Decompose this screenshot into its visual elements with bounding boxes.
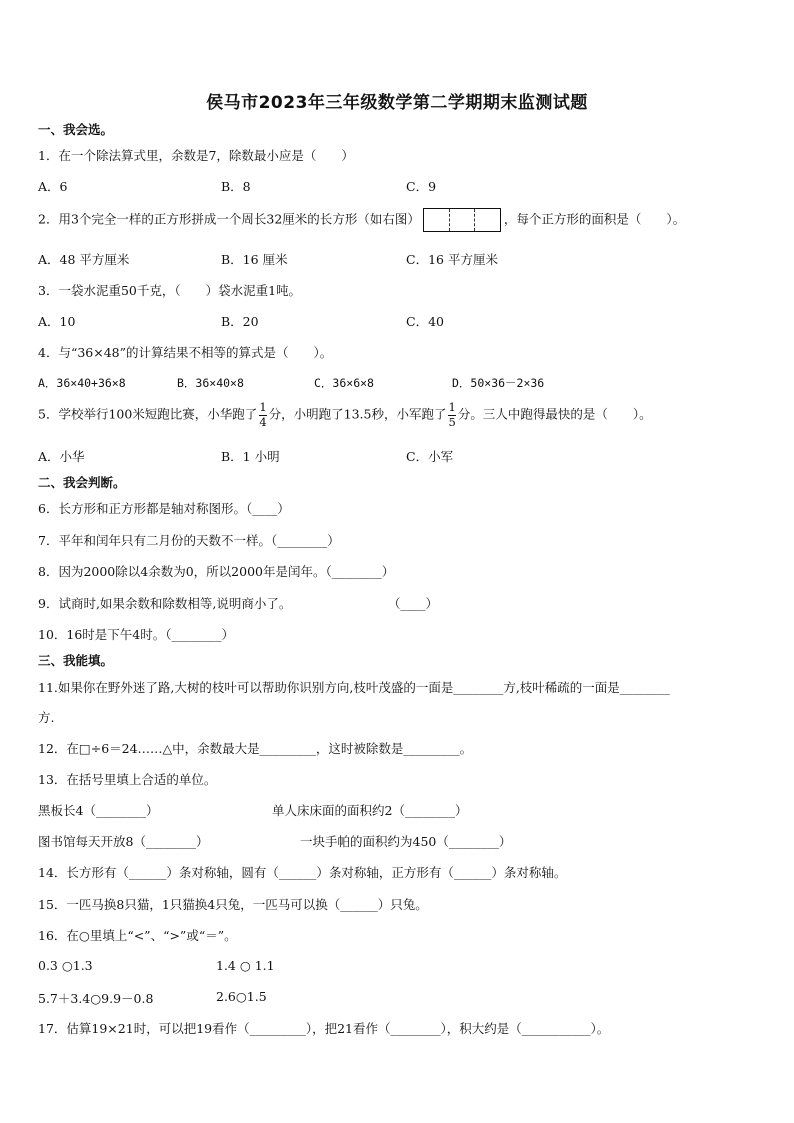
q4-option-a: A．36×40+36×8: [38, 376, 126, 390]
q5-part-1: 5．学校举行100米短跑比赛，小华跑了: [38, 406, 258, 422]
question-15: 15．一匹马换8只猫，1只猫换4只兔，一匹马可以换（______）只兔。: [38, 897, 428, 912]
q2-stem-before: 2．用3个完全一样的正方形拼成一个周长32厘米的长方形（如右图）: [38, 211, 420, 227]
q3-option-c: C．40: [406, 314, 444, 329]
q1-option-c: C．9: [406, 179, 437, 194]
q5-option-c: C．小军: [406, 449, 454, 464]
q2-stem-after: ，每个正方形的面积是（ ）。: [503, 211, 686, 227]
q4-option-b: B．36×40×8: [177, 376, 244, 390]
question-11: 11.如果你在野外迷了路,大树的枝叶可以帮助你识别方向,枝叶茂盛的一面是________方,枝叶稀疏的一面是________: [38, 680, 670, 695]
question-16-item-c: 5.7＋3.4○9.9－0.8: [38, 991, 154, 1006]
three-squares-figure: [423, 208, 501, 232]
q4-option-d: D．50×36－2×36: [452, 376, 545, 390]
q4-option-c: C．36×6×8: [314, 376, 374, 390]
question-16-item-a: 0.3 ○1.3: [38, 958, 93, 973]
question-13: 13．在括号里填上合适的单位。: [38, 772, 217, 787]
section-1-heading: 一、我会选。: [38, 122, 114, 137]
page-title: 侯马市2023年三年级数学第二学期期末监测试题: [206, 93, 588, 113]
question-16-item-b: 1.4 ○ 1.1: [216, 958, 275, 973]
fraction-numerator: 1: [448, 400, 456, 414]
question-7: 7．平年和闰年只有二月份的天数不一样。（________）: [38, 533, 340, 548]
q5-option-b: B．1 小明: [221, 449, 280, 464]
question-12: 12．在□÷6＝24……△中，余数最大是_________，这时被除数是_________。: [38, 741, 473, 756]
question-13-item-handkerchief: 一块手帕的面积约为450（________）: [300, 834, 512, 849]
q3-option-a: A．10: [38, 314, 76, 329]
fraction-denominator: 4: [259, 414, 267, 429]
question-13-item-library: 图书馆每天开放8（________）: [38, 834, 209, 849]
fraction-one-quarter: [259, 401, 266, 429]
q2-option-c: C．16 平方厘米: [406, 252, 498, 267]
question-4: 4．与“36×48”的计算结果不相等的算式是（ ）。: [38, 345, 333, 360]
question-1: 1．在一个除法算式里，余数是7，除数最小应是（ ）: [38, 148, 354, 163]
question-9: 9．试商时,如果余数和除数相等,说明商小了。: [38, 596, 292, 611]
q5-option-a: A．小华: [38, 449, 85, 464]
question-10: 10．16时是下午4时。（________）: [38, 627, 235, 642]
question-16: 16．在○里填上“<”、“>”或“＝”。: [38, 928, 237, 943]
question-13-item-bed: 单人床床面的面积约2（________）: [272, 803, 468, 818]
question-5: [38, 401, 652, 429]
question-6: 6．长方形和正方形都是轴对称图形。（____）: [38, 501, 290, 516]
fraction-one-fifth: [448, 401, 455, 429]
q3-option-b: B．20: [221, 314, 259, 329]
fraction-denominator: 5: [448, 414, 456, 429]
fraction-numerator: 1: [259, 400, 267, 414]
question-16-item-d: 2.6○1.5: [216, 989, 267, 1004]
question-2: [38, 208, 685, 232]
q2-option-b: B．16 厘米: [221, 252, 288, 267]
q5-part-3: 分。三人中跑得最快的是（ ）。: [457, 406, 652, 422]
question-11-continued: 方.: [38, 710, 55, 725]
q2-option-a: A．48 平方厘米: [38, 252, 130, 267]
question-13-item-blackboard: 黑板长4（________）: [38, 803, 159, 818]
question-8: 8．因为2000除以4余数为0，所以2000年是闰年。（________）: [38, 564, 395, 579]
question-3: 3．一袋水泥重50千克，（ ）袋水泥重1吨。: [38, 283, 302, 298]
q5-part-2: 分，小明跑了13.5秒，小军跑了: [268, 406, 447, 422]
section-3-heading: 三、我能填。: [38, 653, 114, 668]
question-17: 17．估算19×21时，可以把19看作（_________），把21看作（________），积大约是（___________）。: [38, 1021, 610, 1036]
q1-option-b: B．8: [221, 179, 251, 194]
question-14: 14．长方形有（______）条对称轴，圆有（______）条对称轴，正方形有（______）条对称轴。: [38, 865, 567, 880]
q1-option-a: A．6: [38, 179, 68, 194]
section-2-heading: 二、我会判断。: [38, 475, 126, 490]
question-9-answer-blank: （____）: [388, 596, 439, 611]
